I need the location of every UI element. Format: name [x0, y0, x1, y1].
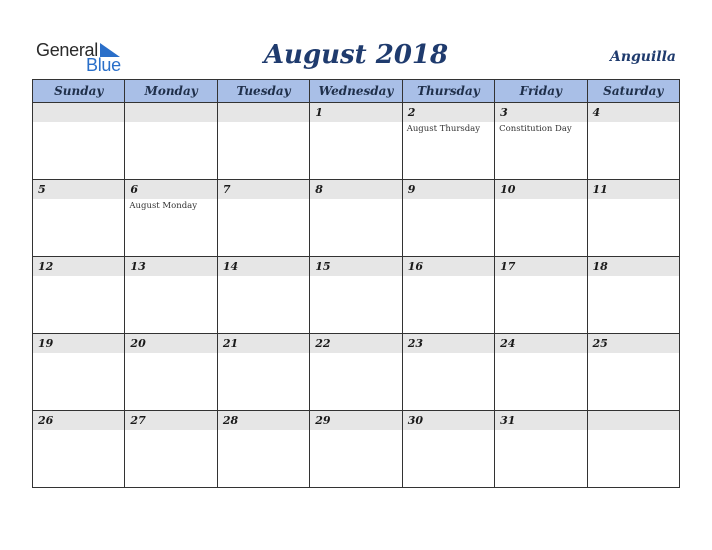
week-row	[33, 180, 680, 257]
day-number-bar	[310, 334, 401, 353]
day-number-bar	[125, 411, 216, 430]
day-cell	[217, 411, 309, 488]
day-number: 8	[315, 183, 323, 196]
day-number-bar	[33, 257, 124, 276]
day-cell	[587, 180, 679, 257]
day-cell	[310, 411, 402, 488]
day-cell	[33, 334, 125, 411]
day-cell	[495, 180, 587, 257]
weekday-header-row	[33, 80, 680, 103]
day-number-bar	[218, 180, 309, 199]
day-number-bar	[33, 411, 124, 430]
day-number-bar	[403, 411, 494, 430]
day-number-bar	[125, 103, 216, 122]
day-number: 18	[592, 260, 608, 273]
weekday-header: Sunday	[33, 80, 125, 103]
day-number: 28	[222, 414, 239, 427]
day-cell	[310, 103, 402, 180]
day-number: 3	[500, 106, 508, 119]
day-cell	[310, 180, 402, 257]
day-number: 2	[407, 106, 416, 119]
day-cell	[33, 103, 125, 180]
day-number-bar	[310, 411, 401, 430]
day-number-bar	[495, 257, 586, 276]
week-row	[33, 334, 680, 411]
day-number-bar	[403, 180, 494, 199]
day-cell	[125, 180, 217, 257]
day-number-bar	[33, 180, 124, 199]
day-number: 31	[500, 414, 516, 427]
week-row	[33, 103, 680, 180]
day-number-bar	[588, 103, 679, 122]
day-cell	[402, 411, 494, 488]
day-number: 19	[38, 337, 54, 350]
day-number-bar	[218, 257, 309, 276]
day-number-bar	[218, 411, 309, 430]
day-number: 29	[315, 414, 331, 427]
day-number: 10	[500, 183, 516, 196]
day-number-bar	[125, 257, 216, 276]
day-number: 15	[315, 260, 331, 273]
day-number-bar	[588, 257, 679, 276]
holiday-label: Constitution Day	[499, 124, 572, 134]
day-number: 24	[500, 337, 516, 350]
day-number-bar	[218, 334, 309, 353]
day-number-bar	[495, 334, 586, 353]
week-row	[33, 257, 680, 334]
day-number: 30	[407, 414, 423, 427]
day-number: 11	[592, 183, 608, 196]
holiday-label: August Thursday	[406, 124, 481, 134]
day-number-bar	[310, 103, 401, 122]
logo-text-blue: Blue	[86, 55, 121, 75]
day-cell	[495, 411, 587, 488]
day-cell	[402, 180, 494, 257]
day-cell	[495, 334, 587, 411]
calendar-title: August 2018	[263, 40, 449, 70]
day-number: 26	[38, 414, 54, 427]
weekday-header: Saturday	[587, 80, 679, 103]
day-number-bar	[125, 334, 216, 353]
day-number-bar	[218, 103, 309, 122]
weekday-header: Monday	[125, 80, 217, 103]
day-cell	[587, 411, 679, 488]
day-cell	[125, 334, 217, 411]
week-row	[33, 411, 680, 488]
day-number-bar	[33, 334, 124, 353]
day-cell	[495, 257, 587, 334]
day-number: 16	[407, 260, 423, 273]
logo-text-general: General	[36, 40, 98, 60]
day-cell	[402, 334, 494, 411]
day-number-bar	[310, 257, 401, 276]
day-cell	[125, 257, 217, 334]
day-cell	[587, 103, 679, 180]
weekday-header: Thursday	[402, 80, 494, 103]
weekday-header: Tuesday	[217, 80, 309, 103]
day-cell	[217, 103, 309, 180]
day-cell	[495, 103, 587, 180]
day-number-bar	[495, 411, 586, 430]
day-number-bar	[588, 180, 679, 199]
country-name: Anguilla	[609, 49, 676, 65]
day-number: 14	[222, 260, 239, 273]
day-number: 21	[222, 337, 239, 350]
day-number: 17	[500, 260, 516, 273]
day-cell	[33, 411, 125, 488]
day-number: 27	[130, 414, 146, 427]
day-number-bar	[310, 180, 401, 199]
weekday-header: Friday	[495, 80, 587, 103]
day-number: 22	[315, 337, 331, 350]
holiday-label: August Monday	[129, 201, 198, 211]
day-number: 7	[222, 183, 231, 196]
day-number: 13	[130, 260, 146, 273]
day-number-bar	[125, 180, 216, 199]
day-cell	[217, 334, 309, 411]
day-number-bar	[588, 334, 679, 353]
day-number: 20	[130, 337, 146, 350]
day-cell	[402, 257, 494, 334]
day-number: 6	[130, 183, 139, 196]
day-cell	[587, 334, 679, 411]
day-number: 12	[38, 260, 54, 273]
day-number: 5	[38, 183, 46, 196]
day-number: 25	[592, 337, 608, 350]
calendar-grid	[32, 79, 680, 488]
day-cell	[125, 103, 217, 180]
day-number-bar	[33, 103, 124, 122]
day-number-bar	[403, 334, 494, 353]
day-cell	[310, 334, 402, 411]
day-number-bar	[495, 180, 586, 199]
day-number-bar	[588, 411, 679, 430]
day-number-bar	[495, 103, 586, 122]
day-cell	[587, 257, 679, 334]
day-number-bar	[403, 103, 494, 122]
day-cell	[33, 180, 125, 257]
day-cell	[310, 257, 402, 334]
day-number: 4	[592, 106, 601, 119]
day-number-bar	[403, 257, 494, 276]
weekday-header: Wednesday	[310, 80, 402, 103]
day-cell	[217, 257, 309, 334]
day-cell	[402, 103, 494, 180]
day-cell	[33, 257, 125, 334]
day-cell	[125, 411, 217, 488]
day-number: 1	[315, 106, 323, 119]
day-number: 23	[407, 337, 423, 350]
day-cell	[217, 180, 309, 257]
day-number: 9	[407, 183, 416, 196]
